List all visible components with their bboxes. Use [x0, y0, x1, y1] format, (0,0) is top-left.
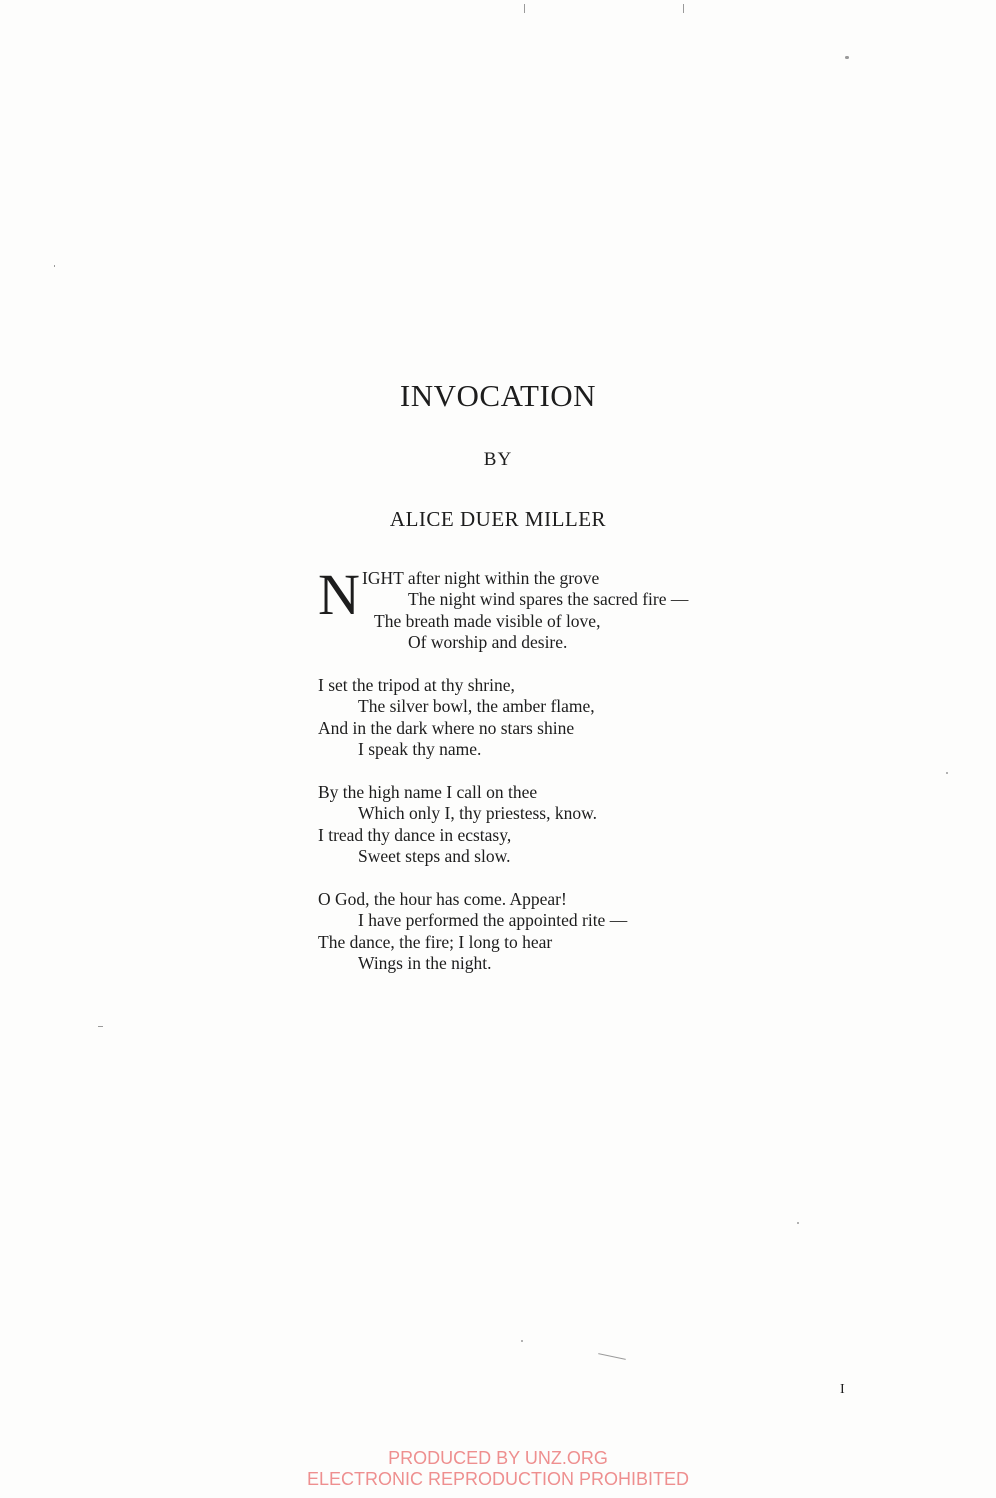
poem-line: IGHT after night within the grove — [362, 568, 600, 588]
poem-line: The breath made visible of love, — [374, 610, 601, 631]
poem-line: Wings in the night. — [358, 953, 492, 974]
poem-title: INVOCATION — [399, 378, 597, 413]
scan-mark — [521, 1340, 523, 1342]
scan-mark — [683, 4, 684, 13]
poem-line: The dance, the fire; I long to hear — [318, 931, 553, 952]
poem-line: I tread thy dance in ecstasy, — [318, 824, 512, 845]
poem-line: Sweet steps and slow. — [358, 846, 511, 867]
stanza-4 — [318, 889, 838, 975]
scan-mark — [845, 56, 849, 59]
stanza-2 — [318, 675, 838, 761]
scan-mark — [524, 4, 525, 13]
poem-line: Of worship and desire. — [408, 632, 568, 653]
poem-line: By the high name I call on thee — [318, 782, 538, 803]
scan-mark — [98, 1026, 103, 1027]
poem-line: Which only I, thy priestess, know. — [358, 803, 597, 824]
scan-mark — [797, 1222, 799, 1224]
poem-line: And in the dark where no stars shine — [318, 717, 575, 738]
poem-line: The silver bowl, the amber flame, — [358, 696, 595, 717]
poem-line: O God, the hour has come. Appear! — [318, 889, 567, 910]
watermark-footer — [0, 1448, 996, 1490]
scan-mark — [54, 265, 55, 267]
page-number: I — [840, 1382, 845, 1397]
poem-body — [318, 562, 838, 996]
poem-line: I set the tripod at thy shrine, — [318, 675, 515, 696]
stanza-3 — [318, 782, 838, 868]
watermark-line-1: PRODUCED BY UNZ.ORG — [388, 1448, 608, 1468]
poem-line: The night wind spares the sacred fire — — [408, 589, 689, 610]
poem-line: I speak thy name. — [358, 739, 482, 760]
drop-cap: N — [318, 562, 360, 627]
poem-line: I have performed the appointed rite — — [358, 910, 628, 931]
scan-mark — [598, 1353, 626, 1360]
scan-mark — [946, 772, 948, 774]
byline-by: BY — [483, 449, 513, 470]
watermark-line-2: ELECTRONIC REPRODUCTION PROHIBITED — [306, 1469, 690, 1489]
stanza-1 — [318, 562, 838, 654]
author-name: ALICE DUER MILLER — [389, 507, 607, 531]
